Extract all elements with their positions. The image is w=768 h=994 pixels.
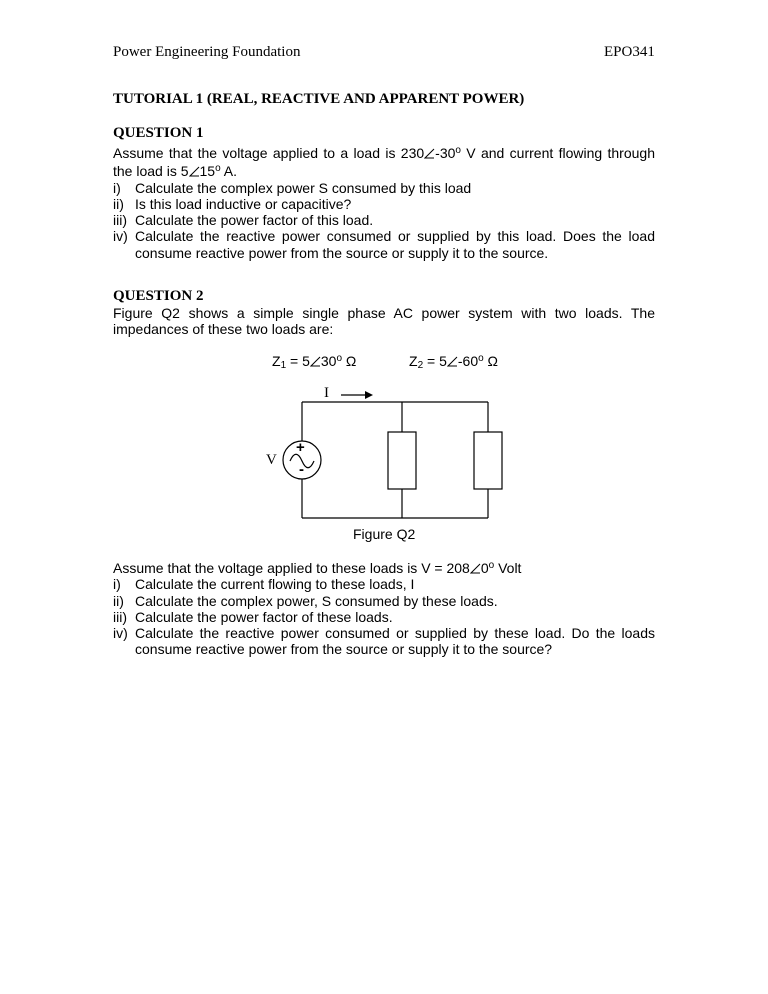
list-item: ii) Is this load inductive or capacitive? [113,195,352,212]
list-item: iv) Calculate the reactive power consumed or supplied by this load. Does the load consume reactive power from the source or supply it to the source. [113,228,655,261]
list-item: iii) Calculate the power factor of this load. [113,212,374,229]
current-label: I [324,385,329,401]
angle-symbol-icon [470,563,481,574]
list-item: i) Calculate the complex power S consumed by this load [113,179,472,196]
impedance-z2: $Z_2 = 5$ -60$^o$ Ω [409,353,499,371]
arrowhead-icon [365,391,373,399]
impedance-z1: $Z_1 = 5$ 30$^o$ Ω [272,353,357,371]
question-2-assumption: Assume that the voltage applied to these loads is V = 208 0$^o$ Volt [113,560,522,576]
list-item: iv) Calculate the reactive power consumed or supplied by these load. Do the loads consume reactive power from the source or supply it to the source? [113,625,655,658]
list-item: ii) Calculate the complex power, S consumed by these loads. [113,592,498,609]
load-2-icon [474,432,502,489]
question-1-intro: Assume that the voltage applied to a load is 230 -30$^o$ V and current flowing through the load is 5 15$^o$ A. [113,145,655,180]
page-title: TUTORIAL 1 (REAL, REACTIVE AND APPARENT POWER) [113,91,525,107]
header-course: Power Engineering Foundation [113,44,301,60]
question-2-list [113,576,655,657]
load-1-icon [388,432,416,489]
question-2-body [113,558,655,658]
header-code: EPO341 [604,44,655,60]
figure-caption: Figure Q2 [353,526,416,542]
question-2-intro: Figure Q2 shows a simple single phase AC power system with two loads. The impedances of these two loads are: [113,305,655,338]
question-1-heading: QUESTION 1 [113,125,204,141]
plus-sign: + [296,439,305,456]
minus-sign: - [299,461,304,478]
list-item: iii) Calculate the power factor of these loads. [113,608,393,625]
list-item: i) Calculate the current flowing to these loads, I [113,576,415,593]
question-2-heading: QUESTION 2 [113,288,204,304]
voltage-label: V [266,452,277,468]
